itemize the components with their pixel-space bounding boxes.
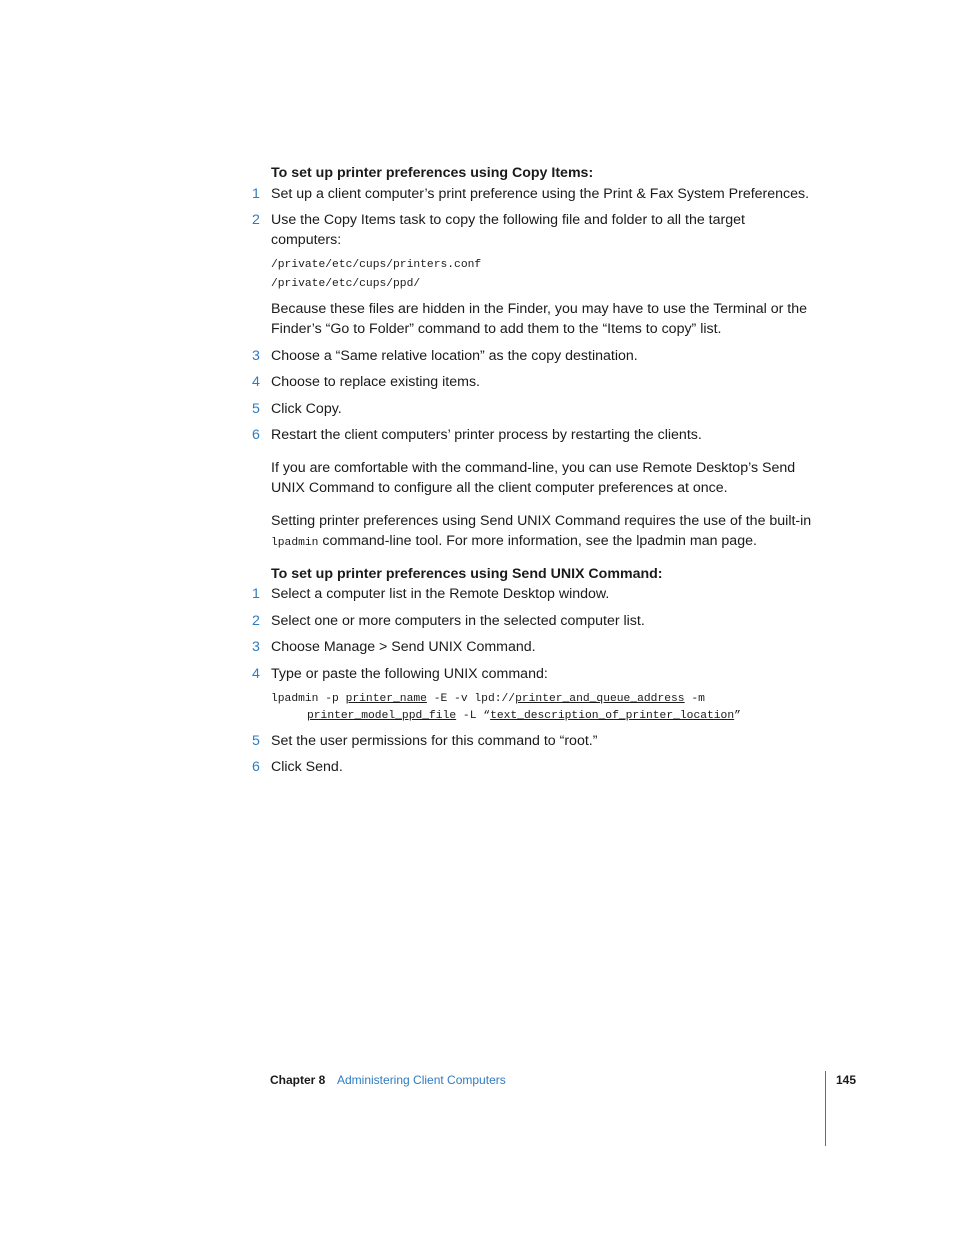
code-placeholder: printer_model_ppd_file — [307, 710, 457, 722]
footer-chapter-label: Chapter 8 — [270, 1073, 326, 1087]
code-token: ” — [734, 710, 741, 722]
step-number: 4 — [252, 666, 260, 682]
step-text: Type or paste the following UNIX command: — [271, 666, 548, 682]
footer-divider — [825, 1071, 826, 1146]
step-text: Set up a client computer’s print preference using the Print & Fax System Preferences. — [271, 186, 810, 202]
step-text: Choose a “Same relative location” as the copy destination. — [271, 348, 638, 364]
code-token: lpadmin -p — [271, 693, 346, 705]
step-number: 2 — [252, 613, 260, 629]
code-placeholder: printer_and_queue_address — [515, 693, 685, 705]
code-placeholder: text_description_of_printer_location — [490, 710, 735, 722]
code-token: -L “ — [456, 710, 491, 722]
code-token: -m — [684, 693, 705, 705]
step-text: computers: — [271, 232, 342, 248]
code-token: -E -v lpd:// — [426, 693, 516, 705]
step-number: 1 — [252, 586, 260, 602]
step-text: Restart the client computers’ printer process by restarting the clients. — [271, 427, 702, 443]
step-number: 4 — [252, 374, 260, 390]
code-path: /private/etc/cups/ppd/ — [271, 278, 421, 290]
step-number: 2 — [252, 212, 260, 228]
body-paragraph: Setting printer preferences using Send UNIX Command requires the use of the built-in — [271, 513, 812, 529]
inline-code: lpadmin — [271, 537, 319, 549]
body-text: command-line tool. For more information, see the lpadmin man page. — [318, 533, 757, 549]
note-text: Because these files are hidden in the Finder, you may have to use the Terminal or the — [271, 301, 808, 317]
section-heading-copy-items: To set up printer preferences using Copy Items: — [271, 165, 594, 181]
step-number: 3 — [252, 639, 260, 655]
footer-chapter-title: Administering Client Computers — [337, 1073, 506, 1087]
step-text: Choose Manage > Send UNIX Command. — [271, 639, 536, 655]
step-number: 3 — [252, 348, 260, 364]
step-text: Use the Copy Items task to copy the following file and folder to all the target — [271, 212, 745, 228]
body-paragraph — [271, 531, 757, 552]
step-text: Click Copy. — [271, 401, 342, 417]
step-number: 1 — [252, 186, 260, 202]
code-placeholder: printer_name — [345, 693, 427, 705]
step-number: 5 — [252, 401, 260, 417]
step-text: Select a computer list in the Remote Desktop window. — [271, 586, 610, 602]
step-number: 5 — [252, 733, 260, 749]
code-command-line-2 — [307, 708, 741, 725]
section-heading-send-unix: To set up printer preferences using Send UNIX Command: — [271, 566, 663, 582]
body-paragraph: UNIX Command to configure all the client computer preferences at once. — [271, 480, 728, 496]
step-text: Choose to replace existing items. — [271, 374, 480, 390]
page-number: 145 — [836, 1073, 857, 1087]
code-path: /private/etc/cups/printers.conf — [271, 259, 482, 271]
step-text: Click Send. — [271, 759, 343, 775]
step-number: 6 — [252, 759, 260, 775]
step-number: 6 — [252, 427, 260, 443]
step-text: Set the user permissions for this command to “root.” — [271, 733, 598, 749]
code-command-line-1 — [271, 691, 705, 708]
body-paragraph: If you are comfortable with the command-line, you can use Remote Desktop’s Send — [271, 460, 796, 476]
step-text: Select one or more computers in the selected computer list. — [271, 613, 645, 629]
note-text: Finder’s “Go to Folder” command to add them to the “Items to copy” list. — [271, 321, 722, 337]
